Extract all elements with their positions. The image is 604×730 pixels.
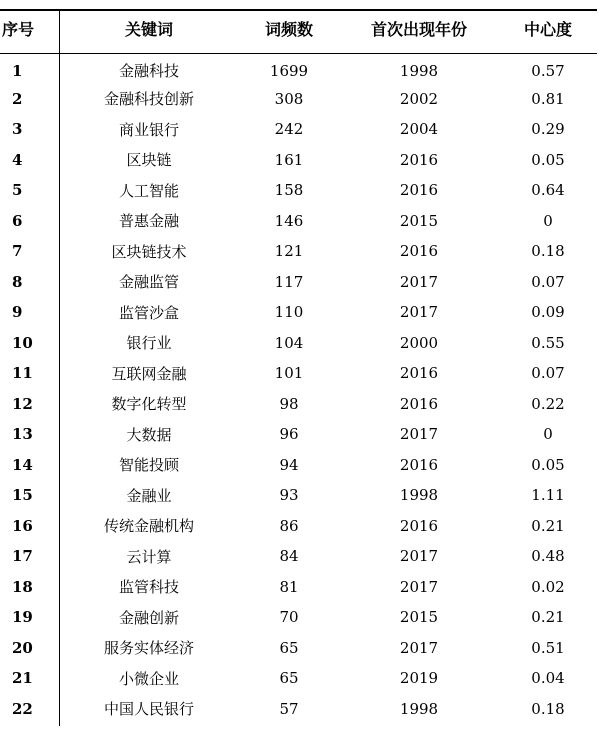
cell-frequency: 98 xyxy=(279,394,299,413)
cell-keyword: 人工智能 xyxy=(118,181,179,200)
header-seq: 序号 xyxy=(2,20,35,39)
header-frequency: 词频数 xyxy=(264,20,313,39)
cell-keyword: 智能投顾 xyxy=(118,456,179,475)
table-row xyxy=(0,297,597,328)
table-row xyxy=(0,633,597,664)
cell-frequency: 242 xyxy=(274,120,304,139)
cell-first-year: 2016 xyxy=(399,394,439,413)
table-row xyxy=(0,145,597,176)
cell-first-year: 2015 xyxy=(399,608,439,627)
table-row xyxy=(0,328,597,359)
cell-seq: 6 xyxy=(12,211,23,230)
cell-seq: 3 xyxy=(12,120,23,139)
column-divider-line xyxy=(59,9,60,726)
table-header-row xyxy=(0,10,597,53)
cell-frequency: 158 xyxy=(274,181,304,200)
cell-seq: 2 xyxy=(12,89,23,108)
cell-centrality: 0.29 xyxy=(531,120,565,139)
table-row xyxy=(0,206,597,237)
cell-frequency: 121 xyxy=(274,242,304,261)
cell-frequency: 104 xyxy=(274,333,304,352)
cell-first-year: 2017 xyxy=(399,272,439,291)
cell-first-year: 2016 xyxy=(399,516,439,535)
cell-keyword: 中国人民银行 xyxy=(103,700,194,719)
header-centrality: 中心度 xyxy=(523,20,572,39)
cell-first-year: 1998 xyxy=(399,699,439,718)
table-row xyxy=(0,694,597,725)
cell-seq: 19 xyxy=(12,608,33,627)
cell-centrality: 0.09 xyxy=(531,303,565,322)
cell-first-year: 2017 xyxy=(399,638,439,657)
cell-keyword: 服务实体经济 xyxy=(103,639,194,658)
cell-centrality: 0 xyxy=(543,211,553,230)
cell-frequency: 101 xyxy=(274,364,304,383)
cell-first-year: 2017 xyxy=(399,425,439,444)
cell-seq: 5 xyxy=(12,181,23,200)
cell-frequency: 110 xyxy=(274,303,304,322)
cell-frequency: 308 xyxy=(274,89,304,108)
cell-centrality: 0.04 xyxy=(531,669,565,688)
cell-seq: 21 xyxy=(12,669,33,688)
cell-seq: 16 xyxy=(12,516,33,535)
header-first-year: 首次出现年份 xyxy=(370,20,467,39)
table-row xyxy=(0,53,597,84)
cell-first-year: 2004 xyxy=(399,120,439,139)
cell-keyword: 传统金融机构 xyxy=(103,517,194,536)
cell-centrality: 0.07 xyxy=(531,272,565,291)
cell-centrality: 0.05 xyxy=(531,455,565,474)
cell-frequency: 65 xyxy=(279,638,299,657)
table-row xyxy=(0,389,597,420)
cell-first-year: 2017 xyxy=(399,303,439,322)
cell-frequency: 1699 xyxy=(269,61,309,80)
cell-keyword: 银行业 xyxy=(126,334,172,353)
cell-keyword: 互联网金融 xyxy=(111,364,187,383)
cell-seq: 18 xyxy=(12,577,33,596)
cell-centrality: 0.18 xyxy=(531,242,565,261)
cell-seq: 10 xyxy=(12,333,33,352)
cell-first-year: 2016 xyxy=(399,150,439,169)
cell-centrality: 0.48 xyxy=(531,547,565,566)
table-row xyxy=(0,663,597,694)
cell-keyword: 小微企业 xyxy=(118,669,179,688)
table-row xyxy=(0,267,597,298)
cell-centrality: 0 xyxy=(543,425,553,444)
cell-keyword: 监管科技 xyxy=(118,578,179,597)
cell-centrality: 0.55 xyxy=(531,333,565,352)
cell-frequency: 93 xyxy=(279,486,299,505)
cell-first-year: 2017 xyxy=(399,547,439,566)
cell-frequency: 84 xyxy=(279,547,299,566)
cell-frequency: 57 xyxy=(279,699,299,718)
cell-first-year: 1998 xyxy=(399,61,439,80)
cell-centrality: 0.18 xyxy=(531,699,565,718)
cell-keyword: 金融监管 xyxy=(118,273,179,292)
cell-frequency: 117 xyxy=(274,272,304,291)
cell-seq: 22 xyxy=(12,699,33,718)
table-row xyxy=(0,480,597,511)
cell-frequency: 94 xyxy=(279,455,299,474)
table-row xyxy=(0,419,597,450)
cell-keyword: 金融创新 xyxy=(118,608,179,627)
table-row xyxy=(0,511,597,542)
cell-seq: 20 xyxy=(12,638,33,657)
cell-keyword: 区块链 xyxy=(126,151,172,170)
cell-first-year: 2015 xyxy=(399,211,439,230)
cell-seq: 9 xyxy=(12,303,23,322)
table-row xyxy=(0,450,597,481)
table-body xyxy=(0,53,597,724)
keyword-frequency-table xyxy=(0,9,597,724)
cell-seq: 15 xyxy=(12,486,33,505)
cell-seq: 13 xyxy=(12,425,33,444)
cell-first-year: 2016 xyxy=(399,181,439,200)
cell-seq: 12 xyxy=(12,394,33,413)
cell-centrality: 0.21 xyxy=(531,608,565,627)
cell-centrality: 0.05 xyxy=(531,150,565,169)
cell-seq: 11 xyxy=(12,364,33,383)
cell-seq: 14 xyxy=(12,455,33,474)
table-row xyxy=(0,572,597,603)
table-row xyxy=(0,114,597,145)
cell-first-year: 2000 xyxy=(399,333,439,352)
table-row xyxy=(0,602,597,633)
cell-centrality: 0.22 xyxy=(531,394,565,413)
table-row xyxy=(0,358,597,389)
cell-frequency: 86 xyxy=(279,516,299,535)
cell-centrality: 0.81 xyxy=(531,89,565,108)
header-keyword: 关键词 xyxy=(124,20,173,39)
cell-keyword: 金融科技创新 xyxy=(103,90,194,109)
cell-centrality: 0.51 xyxy=(531,638,565,657)
cell-keyword: 监管沙盒 xyxy=(118,303,179,322)
cell-keyword: 云计算 xyxy=(126,547,172,566)
cell-keyword: 区块链技术 xyxy=(111,242,187,261)
cell-frequency: 81 xyxy=(279,577,299,596)
cell-seq: 8 xyxy=(12,272,23,291)
table-row xyxy=(0,84,597,115)
cell-keyword: 普惠金融 xyxy=(118,212,179,231)
cell-keyword: 商业银行 xyxy=(118,120,179,139)
cell-keyword: 金融业 xyxy=(126,486,172,505)
cell-first-year: 1998 xyxy=(399,486,439,505)
cell-seq: 4 xyxy=(12,150,23,169)
cell-first-year: 2002 xyxy=(399,89,439,108)
table-row xyxy=(0,541,597,572)
cell-keyword: 数字化转型 xyxy=(111,395,187,414)
cell-first-year: 2016 xyxy=(399,364,439,383)
cell-keyword: 大数据 xyxy=(126,425,172,444)
cell-centrality: 0.07 xyxy=(531,364,565,383)
cell-centrality: 0.64 xyxy=(531,181,565,200)
cell-centrality: 0.02 xyxy=(531,577,565,596)
cell-centrality: 0.21 xyxy=(531,516,565,535)
cell-frequency: 65 xyxy=(279,669,299,688)
cell-seq: 7 xyxy=(12,242,23,261)
cell-first-year: 2016 xyxy=(399,242,439,261)
cell-first-year: 2019 xyxy=(399,669,439,688)
cell-frequency: 146 xyxy=(274,211,304,230)
keyword-table-container xyxy=(0,9,597,724)
cell-frequency: 161 xyxy=(274,150,304,169)
cell-frequency: 96 xyxy=(279,425,299,444)
cell-centrality: 0.57 xyxy=(531,61,565,80)
cell-keyword: 金融科技 xyxy=(118,62,179,80)
cell-seq: 1 xyxy=(12,61,23,80)
cell-seq: 17 xyxy=(12,547,33,566)
cell-centrality: 1.11 xyxy=(531,486,565,505)
cell-first-year: 2017 xyxy=(399,577,439,596)
table-row xyxy=(0,175,597,206)
cell-frequency: 70 xyxy=(279,608,299,627)
table-row xyxy=(0,236,597,267)
cell-first-year: 2016 xyxy=(399,455,439,474)
